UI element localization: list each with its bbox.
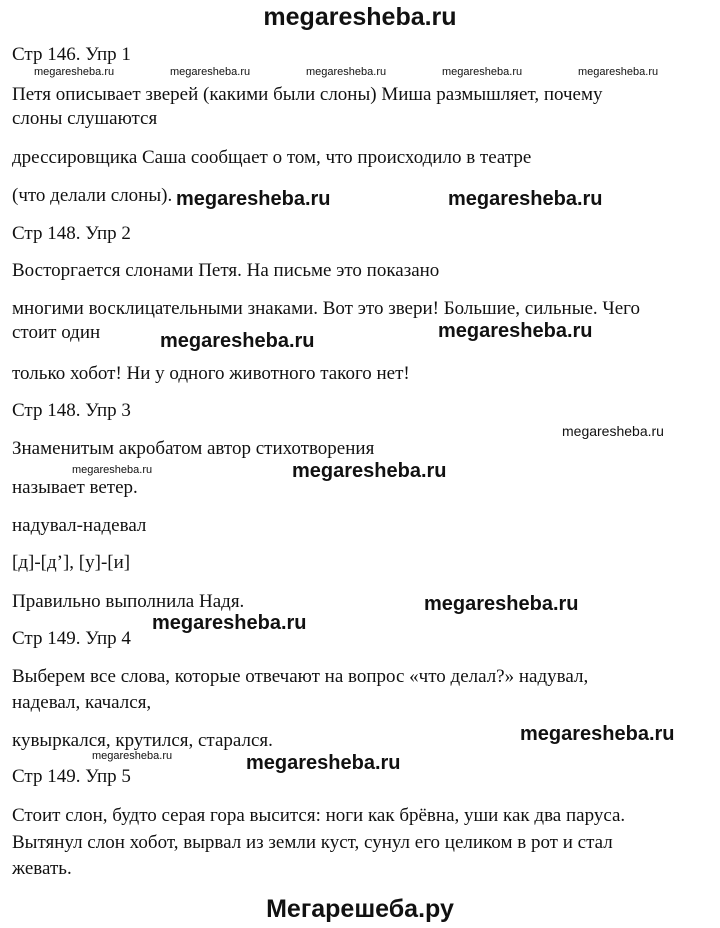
watermark: megaresheba.ru bbox=[160, 330, 315, 352]
watermark: megaresheba.ru bbox=[520, 723, 675, 745]
watermark: megaresheba.ru bbox=[72, 464, 153, 476]
exercise-heading: Стр 148. Упр 3 bbox=[12, 400, 131, 421]
exercise-heading: Стр 148. Упр 2 bbox=[12, 223, 131, 244]
text-line: Петя описывает зверей (какими были слоны) Миша размышляет, почему bbox=[12, 84, 603, 105]
watermark: megaresheba.ru bbox=[306, 66, 387, 78]
watermark: megaresheba.ru bbox=[176, 188, 331, 210]
text-line: только хобот! Ни у одного животного такого нет! bbox=[12, 363, 410, 384]
watermark: megaresheba.ru bbox=[246, 752, 401, 774]
text-line: многими восклицательными знаками. Вот это звери! Большие, сильные. Чего bbox=[12, 298, 640, 319]
site-header: megaresheba.ru bbox=[263, 3, 457, 31]
text-line: Стоит слон, будто серая гора высится: ноги как брёвна, уши как два паруса. bbox=[12, 805, 626, 826]
text-line: Правильно выполнила Надя. bbox=[12, 591, 245, 612]
text-line: слоны слушаются bbox=[12, 108, 158, 129]
watermark: megaresheba.ru bbox=[448, 188, 603, 210]
watermark: megaresheba.ru bbox=[424, 593, 579, 615]
text-line: Восторгается слонами Петя. На письме это показано bbox=[12, 260, 440, 281]
text-line: стоит один bbox=[12, 322, 101, 343]
text-line: жевать. bbox=[12, 858, 72, 879]
text-line: Знаменитым акробатом автор стихотворения bbox=[12, 438, 375, 459]
watermark: megaresheba.ru bbox=[92, 750, 173, 762]
text-line: дрессировщика Саша сообщает о том, что происходило в театре bbox=[12, 147, 532, 168]
text-line: кувыркался, крутился, старался. bbox=[12, 730, 273, 751]
exercise-heading: Стр 149. Упр 4 bbox=[12, 628, 131, 649]
watermark: megaresheba.ru bbox=[438, 320, 593, 342]
watermark: megaresheba.ru bbox=[34, 66, 115, 78]
watermark: megaresheba.ru bbox=[562, 423, 664, 439]
watermark: megaresheba.ru bbox=[292, 460, 447, 482]
site-footer: Мегарешеба.ру bbox=[266, 895, 454, 923]
exercise-heading: Стр 149. Упр 5 bbox=[12, 766, 131, 787]
text-line: (что делали слоны). bbox=[12, 185, 173, 206]
watermark: megaresheba.ru bbox=[442, 66, 523, 78]
text-line: надувал-надевал bbox=[12, 515, 147, 536]
watermark: megaresheba.ru bbox=[152, 612, 307, 634]
text-line: надевал, качался, bbox=[12, 692, 152, 713]
watermark: megaresheba.ru bbox=[578, 66, 659, 78]
text-line: называет ветер. bbox=[12, 477, 138, 498]
text-line: Вытянул слон хобот, вырвал из земли куст, сунул его целиком в рот и стал bbox=[12, 832, 613, 853]
exercise-heading: Стр 146. Упр 1 bbox=[12, 44, 131, 65]
watermark: megaresheba.ru bbox=[170, 66, 251, 78]
text-line: [д]-[д’], [у]-[и] bbox=[12, 552, 131, 573]
text-line: Выберем все слова, которые отвечают на вопрос «что делал?» надувал, bbox=[12, 666, 589, 687]
